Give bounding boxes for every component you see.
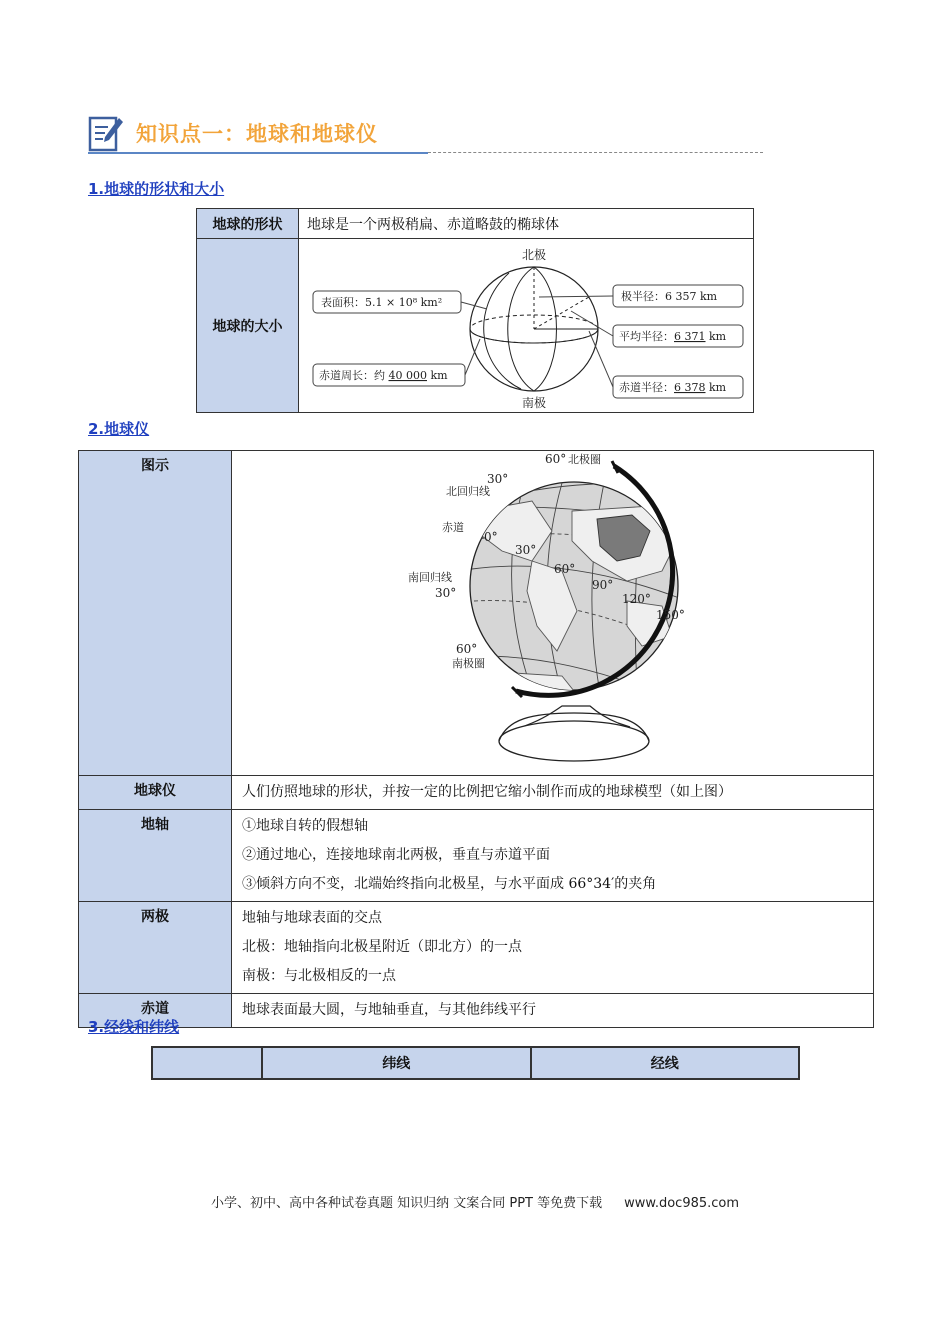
section-1-heading[interactable]: 1.地球的形状和大小 xyxy=(88,180,225,198)
lon0-label: 0° xyxy=(484,530,498,544)
shape-header: 地球的形状 xyxy=(197,209,299,239)
latitude-header: 纬线 xyxy=(262,1047,531,1079)
poles-row-text: 地轴与地球表面的交点 北极：地轴指向北极星附近（即北方）的一点 南极：与北极相反的一点 xyxy=(232,902,874,994)
globe-figure xyxy=(232,451,873,776)
footer-text: 小学、初中、高中各种试卷真题 知识归纳 文案合同 PPT 等免费下载 xyxy=(210,1196,603,1211)
equator-label: 赤道 xyxy=(442,521,464,534)
lines-table xyxy=(151,1046,800,1080)
figure-header: 图示 xyxy=(79,451,232,776)
lon120-label: 120° xyxy=(622,592,651,606)
footer-url[interactable]: www.doc985.com xyxy=(624,1196,740,1211)
earth-size-diagram xyxy=(299,239,754,413)
globe-row-header: 地球仪 xyxy=(79,776,232,810)
poles-row-header: 两极 xyxy=(79,902,232,994)
south-label: 南极 xyxy=(521,396,547,410)
antarctic-deg-label: 60° xyxy=(456,642,478,656)
tropic-s-deg-label: 30° xyxy=(435,586,457,600)
polar-radius-label: 极半径：6 357 km xyxy=(621,290,718,303)
surface-label: 表面积：5.1 × 10⁸ km² xyxy=(321,296,443,309)
banner-underline xyxy=(88,152,428,154)
globe-base xyxy=(499,721,649,761)
lon30-label: 30° xyxy=(515,543,537,557)
eq-radius-label: 赤道半径：6 378 km xyxy=(619,381,727,394)
antarctic-label: 南极圈 xyxy=(452,657,485,670)
section-banner xyxy=(88,110,678,158)
section-2-heading[interactable]: 2.地球仪 xyxy=(88,420,150,438)
banner-dashed-line xyxy=(428,152,763,153)
equator-row-header: 赤道 xyxy=(79,994,232,1028)
notebook-pencil-icon xyxy=(88,114,124,152)
lon90-label: 90° xyxy=(592,578,614,592)
banner-title: 知识点一：地球和地球仪 xyxy=(136,122,378,146)
globe-table xyxy=(78,450,874,1028)
lon60-label: 60° xyxy=(554,562,576,576)
equator-row-text: 地球表面最大圆，与地轴垂直，与其他纬线平行 xyxy=(232,994,874,1028)
shape-size-table xyxy=(196,208,754,413)
arctic-deg-label: 60° xyxy=(545,452,567,466)
longitude-header: 经线 xyxy=(531,1047,800,1079)
lon150-label: 150° xyxy=(656,608,685,622)
size-header: 地球的大小 xyxy=(197,239,299,413)
lines-col1-header xyxy=(152,1047,262,1079)
section-3-heading[interactable]: 3.经线和纬线 xyxy=(88,1018,180,1036)
globe-row-text: 人们仿照地球的形状，并按一定的比例把它缩小制作而成的地球模型（如上图） xyxy=(232,776,874,810)
shape-text: 地球是一个两极稍扁、赤道略鼓的椭球体 xyxy=(299,209,754,239)
axis-row-header: 地轴 xyxy=(79,810,232,902)
tropic-n-deg-label: 30° xyxy=(487,472,509,486)
equator-length-label: 赤道周长：约 40 000 km xyxy=(319,369,448,382)
tropic-s-label: 南回归线 xyxy=(408,571,452,584)
tropic-n-label: 北回归线 xyxy=(446,485,490,498)
page-footer xyxy=(0,1192,950,1211)
mean-radius-label: 平均半径：6 371 km xyxy=(619,330,727,343)
axis-row-text: ①地球自转的假想轴 ②通过地心，连接地球南北两极，垂直与赤道平面 ③倾斜方向不变，北端始终指向北极星，与水平面成 66°34′的夹角 xyxy=(232,810,874,902)
globe-figure-cell xyxy=(232,451,874,776)
north-label: 北极 xyxy=(521,248,547,262)
arctic-label: 北极圈 xyxy=(568,453,601,466)
earth-size-figure xyxy=(299,239,754,413)
